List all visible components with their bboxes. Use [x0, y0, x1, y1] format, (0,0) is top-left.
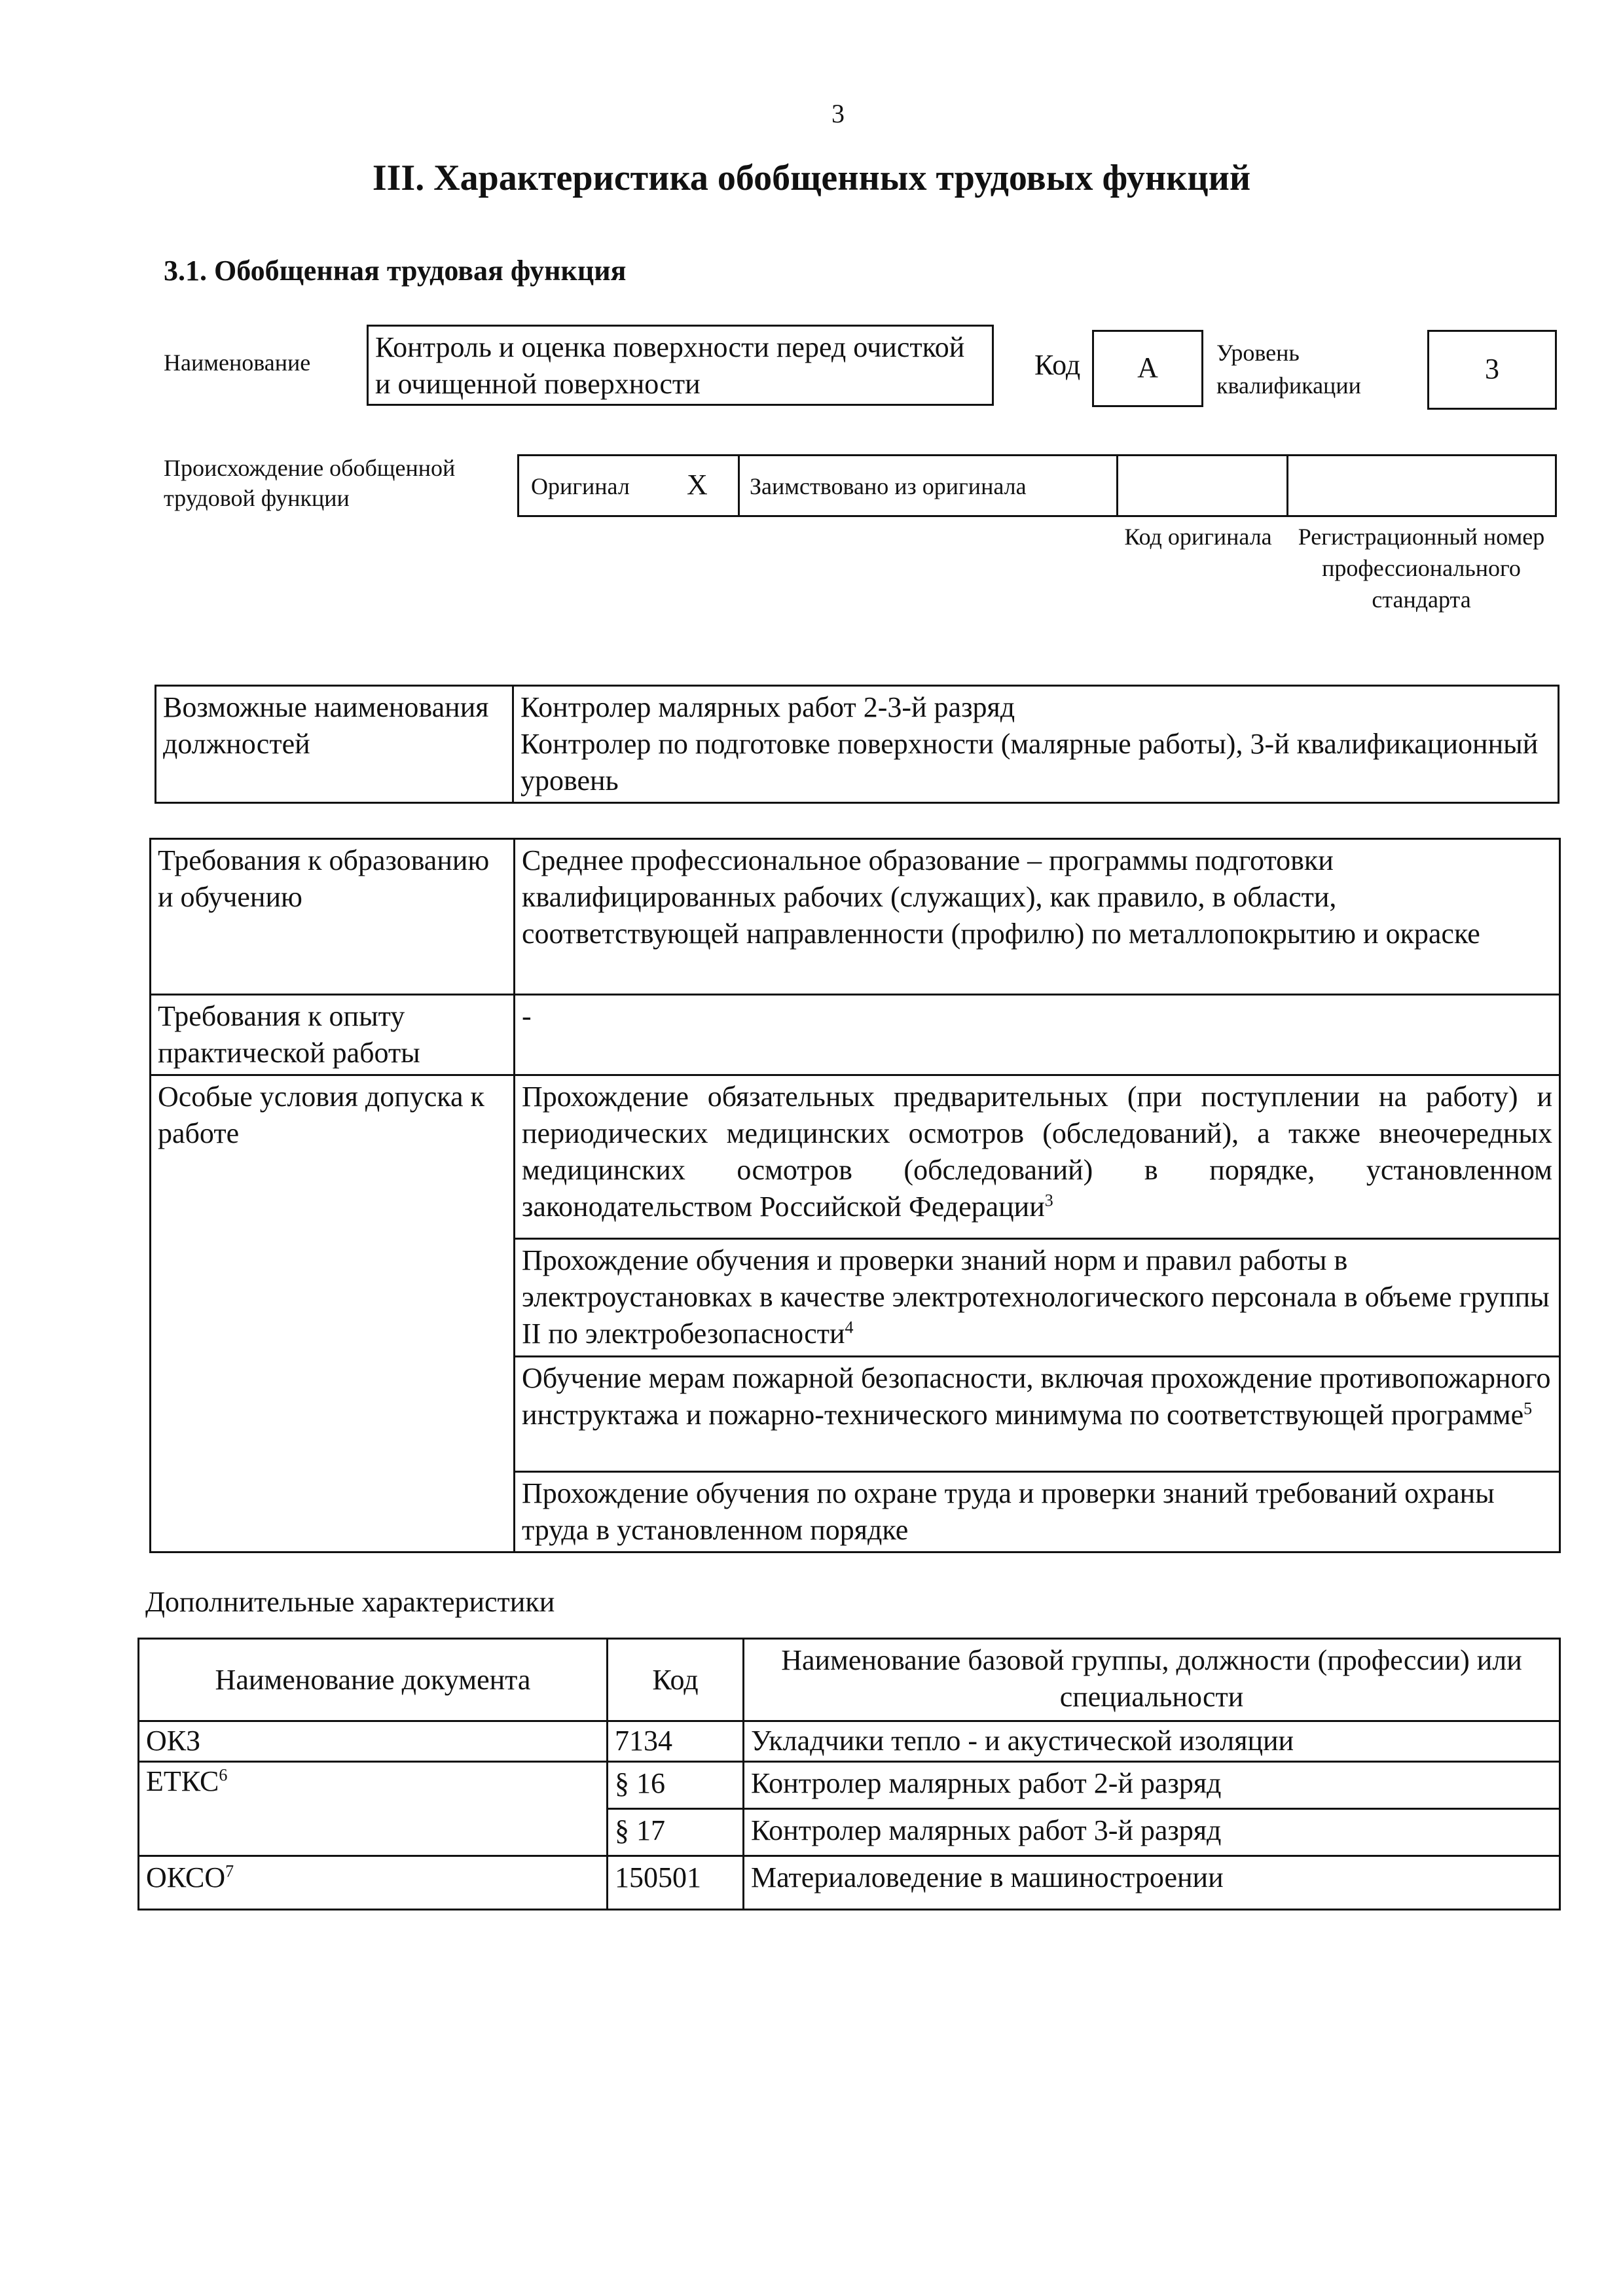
origin-label: Происхождение обобщенной трудовой функции	[164, 455, 456, 511]
name-cell: Контролер малярных работ 2-й разряд	[744, 1762, 1560, 1809]
experience-label: Требования к опыту практической работы	[151, 995, 515, 1075]
code-cell: 150501	[608, 1856, 744, 1910]
divider	[738, 456, 740, 515]
table-row	[151, 839, 1560, 995]
special-item: Обучение мерам пожарной безопасности, включая прохождение противопожарного инструктажа и пожарно-технического минимума по соответствующей программе$^5$	[515, 1357, 1560, 1472]
footnote-ref: 7	[225, 1861, 234, 1881]
column-header: Наименование документа	[139, 1639, 608, 1721]
special-label: Особые условия допуска к работе	[151, 1075, 515, 1552]
code-original-caption: Код оригинала	[1124, 524, 1272, 550]
column-header: Наименование базовой группы, должности (профессии) или специальности	[744, 1639, 1560, 1721]
doc-cell: ОКЗ	[139, 1721, 608, 1762]
table-row	[151, 1075, 1560, 1239]
column-header: Код	[608, 1639, 744, 1721]
code-label: Код	[1034, 349, 1081, 381]
code-cell: § 16	[608, 1762, 744, 1809]
doc-cell: ОКСО$^7$	[139, 1856, 608, 1910]
original-mark: X	[687, 469, 708, 501]
footnote-ref: 4	[845, 1318, 854, 1337]
origin-table	[517, 454, 1557, 517]
code-field: А	[1092, 330, 1203, 407]
page-number: 3	[831, 99, 845, 128]
positions-label: Возможные наименования должностей	[156, 686, 513, 803]
table-row	[139, 1856, 1560, 1910]
table-row	[151, 995, 1560, 1075]
positions-values	[513, 686, 1559, 803]
table-row	[139, 1762, 1560, 1809]
code-cell: 7134	[608, 1721, 744, 1762]
original-label: Оригинал	[531, 473, 630, 499]
footnote-ref: 6	[219, 1765, 228, 1785]
divider	[1116, 456, 1118, 515]
table-row	[139, 1639, 1560, 1721]
name-cell: Укладчики тепло - и акустической изоляции	[744, 1721, 1560, 1762]
footnote-ref: 5	[1523, 1399, 1533, 1418]
table-row	[156, 686, 1559, 803]
code-cell: § 17	[608, 1809, 744, 1856]
name-cell: Материаловедение в машиностроении	[744, 1856, 1560, 1910]
function-name-value: Контроль и оценка поверхности перед очисткой и очищенной поверхности	[375, 331, 965, 400]
positions-table	[155, 685, 1559, 804]
special-item: Прохождение обучения по охране труда и проверки знаний требований охраны труда в установленном порядке	[515, 1472, 1560, 1552]
table-row	[139, 1721, 1560, 1762]
education-label: Требования к образованию и обучению	[151, 839, 515, 995]
education-value: Среднее профессиональное образование – программы подготовки квалифицированных рабочих (служащих), как правило, в области, соответствующей направленности (профилю) по металлопокрытию и окраске	[515, 839, 1560, 995]
name-label: Наименование	[164, 350, 311, 376]
section-title: III. Характеристика обобщенных трудовых функций	[372, 158, 1251, 198]
additional-table	[137, 1638, 1561, 1910]
special-item: Прохождение обязательных предварительных (при поступлении на работу) и периодических медицинских осмотров (обследований), а также внеочередных медицинских осмотров (обследований) в порядке, установленном законодательством Российской Федерации$^3$	[515, 1075, 1560, 1239]
name-cell: Контролер малярных работ 3-й разряд	[744, 1809, 1560, 1856]
divider	[1286, 456, 1288, 515]
footnote-ref: 3	[1044, 1191, 1053, 1210]
doc-cell: ЕТКС$^6$	[139, 1762, 608, 1856]
requirements-table	[149, 838, 1561, 1553]
list-item: Контролер малярных работ 2-3-й разряд	[520, 691, 1015, 723]
special-item: Прохождение обучения и проверки знаний норм и правил работы в электроустановках в качестве электротехнологического персонала в объеме группы II по электробезопасности$^4$	[515, 1239, 1560, 1357]
subsection-title: 3.1. Обобщенная трудовая функция	[164, 255, 627, 287]
experience-value: -	[515, 995, 1560, 1075]
level-field: 3	[1427, 330, 1557, 410]
level-label: Уровень квалификации	[1216, 340, 1361, 399]
additional-title: Дополнительные характеристики	[145, 1586, 555, 1618]
borrowed-label: Заимствовано из оригинала	[750, 473, 1027, 499]
function-name-field	[367, 325, 994, 406]
reg-number-caption: Регистрационный номер профессионального стандарта	[1298, 524, 1545, 613]
list-item: Контролер по подготовке поверхности (малярные работы), 3-й квалификационный уровень	[520, 728, 1539, 797]
